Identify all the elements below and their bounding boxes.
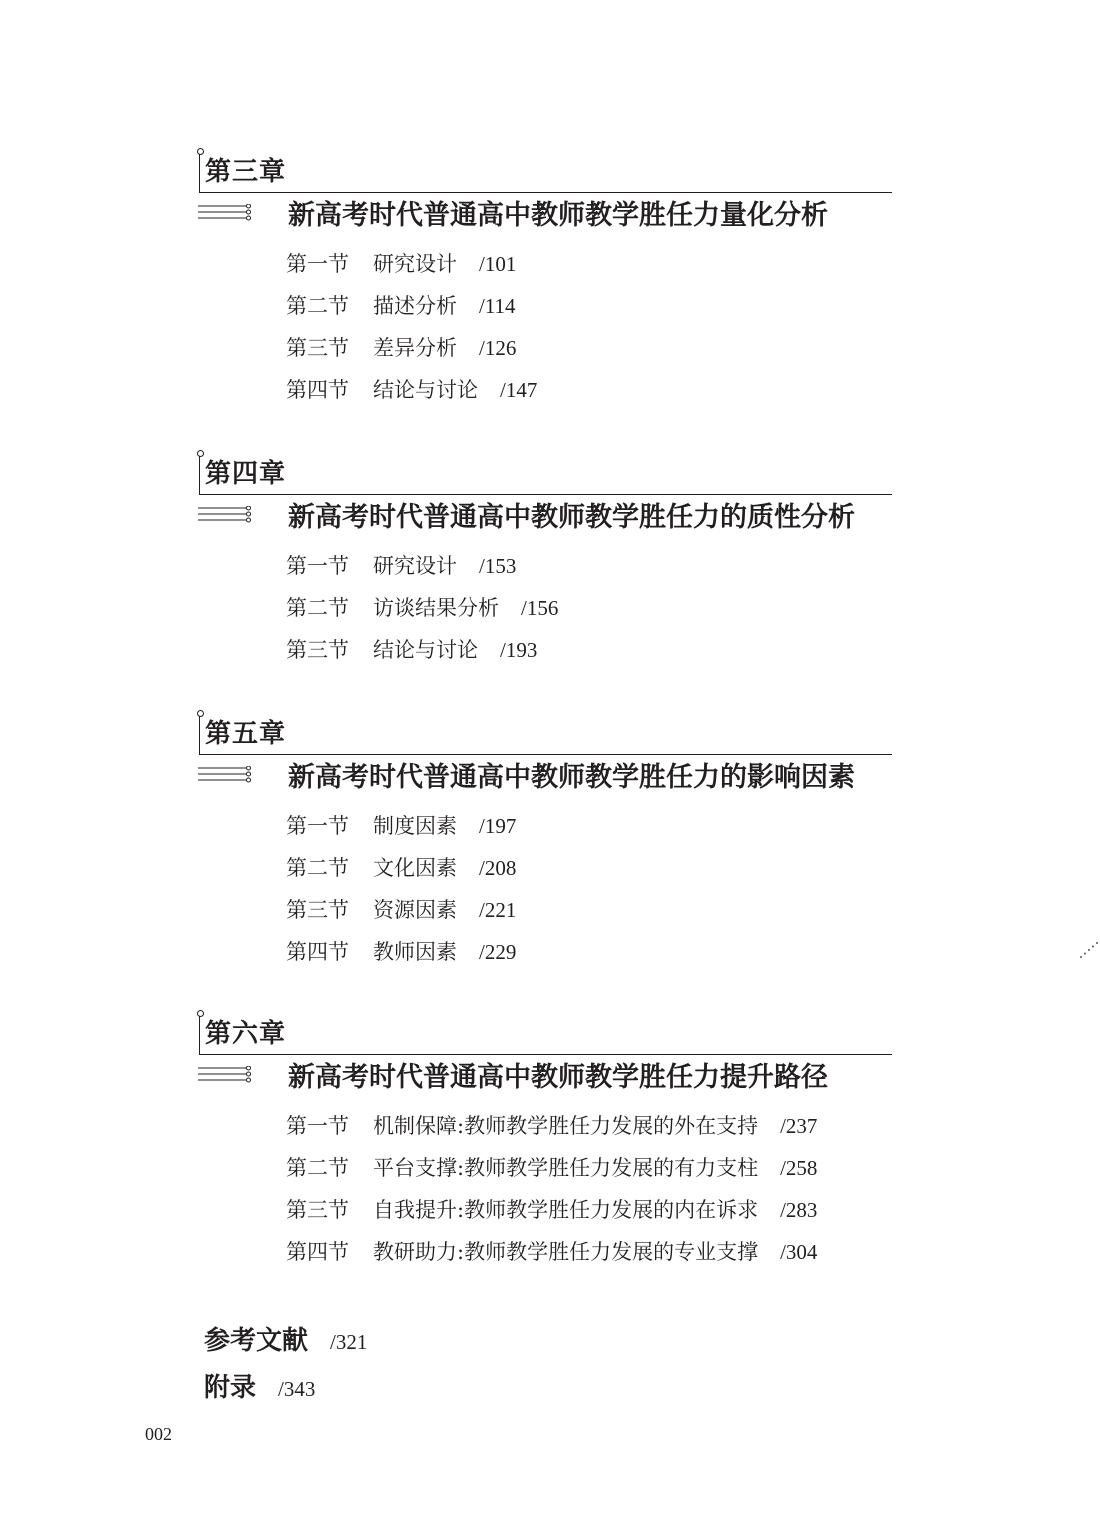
toc-entry[interactable]	[286, 629, 558, 671]
chapter-5	[196, 715, 892, 964]
section-number: 第三节	[286, 638, 349, 662]
section-page: /147	[500, 378, 538, 402]
section-number: 第四节	[286, 1240, 349, 1264]
toc-entry[interactable]	[286, 1189, 817, 1231]
chapter-label: 第六章	[205, 1019, 287, 1049]
section-list	[286, 243, 537, 411]
ornament-line	[199, 1016, 200, 1054]
section-title: 差异分析	[373, 336, 457, 360]
section-list	[286, 805, 516, 973]
section-number: 第四节	[286, 940, 349, 964]
toc-entry-appendix[interactable]	[204, 1367, 315, 1404]
chapter-3	[196, 153, 892, 402]
chapter-label: 第五章	[205, 719, 287, 749]
section-title: 访谈结果分析	[373, 596, 499, 620]
chapter-header	[196, 455, 892, 495]
section-page: /197	[479, 814, 517, 838]
section-number: 第一节	[286, 814, 349, 838]
section-page: /229	[479, 940, 517, 964]
section-page: /156	[521, 596, 559, 620]
section-title: 教师因素	[373, 940, 457, 964]
chapter-6	[196, 1015, 892, 1264]
section-page: /126	[479, 336, 517, 360]
section-title: 自我提升:教师教学胜任力发展的内在诉求	[373, 1198, 759, 1222]
ornament-line	[199, 154, 200, 192]
section-number: 第一节	[286, 554, 349, 578]
decorative-lines-icon	[198, 204, 252, 224]
section-page: /237	[780, 1114, 818, 1138]
section-title: 研究设计	[373, 554, 457, 578]
back-matter-label: 参考文献	[204, 1326, 309, 1356]
section-title: 结论与讨论	[373, 638, 478, 662]
chapter-title: 新高考时代普通高中教师教学胜任力的质性分析	[288, 502, 855, 533]
chapter-title: 新高考时代普通高中教师教学胜任力提升路径	[288, 1062, 828, 1093]
chapter-rule	[199, 192, 892, 193]
dotted-edge-mark-icon	[1078, 936, 1100, 960]
section-title: 资源因素	[373, 898, 457, 922]
section-title: 教研助力:教师教学胜任力发展的专业支撑	[373, 1240, 759, 1264]
decorative-lines-icon	[198, 506, 252, 526]
section-title: 文化因素	[373, 856, 457, 880]
section-number: 第三节	[286, 336, 349, 360]
toc-entry[interactable]	[286, 847, 516, 889]
back-matter-page: /343	[278, 1377, 316, 1401]
section-number: 第三节	[286, 1198, 349, 1222]
chapter-title: 新高考时代普通高中教师教学胜任力量化分析	[288, 200, 828, 231]
back-matter-page: /321	[330, 1330, 368, 1354]
chapter-rule	[199, 754, 892, 755]
section-page: /193	[500, 638, 538, 662]
toc-entry[interactable]	[286, 805, 516, 847]
section-title: 平台支撑:教师教学胜任力发展的有力支柱	[373, 1156, 759, 1180]
toc-entry[interactable]	[286, 1147, 817, 1189]
section-page: /114	[479, 294, 516, 318]
chapter-header	[196, 1015, 892, 1055]
section-page: /258	[780, 1156, 818, 1180]
ornament-line	[199, 716, 200, 754]
toc-entry[interactable]	[286, 243, 537, 285]
section-number: 第一节	[286, 1114, 349, 1138]
chapter-rule	[199, 1054, 892, 1055]
section-number: 第二节	[286, 294, 349, 318]
section-page: /283	[780, 1198, 818, 1222]
chapter-4	[196, 455, 892, 662]
section-page: /208	[479, 856, 517, 880]
chapter-header	[196, 715, 892, 755]
section-page: /304	[780, 1240, 818, 1264]
section-title: 机制保障:教师教学胜任力发展的外在支持	[373, 1114, 759, 1138]
toc-entry[interactable]	[286, 327, 537, 369]
section-number: 第三节	[286, 898, 349, 922]
toc-entry[interactable]	[286, 545, 558, 587]
chapter-rule	[199, 494, 892, 495]
section-page: /101	[479, 252, 517, 276]
toc-entry[interactable]	[286, 1231, 817, 1273]
ornament-line	[199, 456, 200, 494]
chapter-label: 第四章	[205, 459, 287, 489]
section-number: 第一节	[286, 252, 349, 276]
section-title: 描述分析	[373, 294, 457, 318]
toc-entry[interactable]	[286, 587, 558, 629]
page-number: 002	[145, 1424, 172, 1444]
chapter-title: 新高考时代普通高中教师教学胜任力的影响因素	[288, 762, 855, 793]
toc-entry[interactable]	[286, 285, 537, 327]
section-title: 研究设计	[373, 252, 457, 276]
chapter-label: 第三章	[205, 157, 287, 187]
toc-entry[interactable]	[286, 889, 516, 931]
toc-entry-references[interactable]	[204, 1320, 367, 1357]
section-list	[286, 545, 558, 671]
back-matter-label: 附录	[204, 1373, 257, 1403]
decorative-lines-icon	[198, 766, 252, 786]
section-title: 结论与讨论	[373, 378, 478, 402]
toc-entry[interactable]	[286, 369, 537, 411]
section-number: 第四节	[286, 378, 349, 402]
section-list	[286, 1105, 817, 1273]
section-page: /221	[479, 898, 517, 922]
section-number: 第二节	[286, 1156, 349, 1180]
decorative-lines-icon	[198, 1066, 252, 1086]
section-page: /153	[479, 554, 517, 578]
section-number: 第二节	[286, 856, 349, 880]
section-title: 制度因素	[373, 814, 457, 838]
section-number: 第二节	[286, 596, 349, 620]
chapter-header	[196, 153, 892, 193]
toc-entry[interactable]	[286, 1105, 817, 1147]
toc-entry[interactable]	[286, 931, 516, 973]
